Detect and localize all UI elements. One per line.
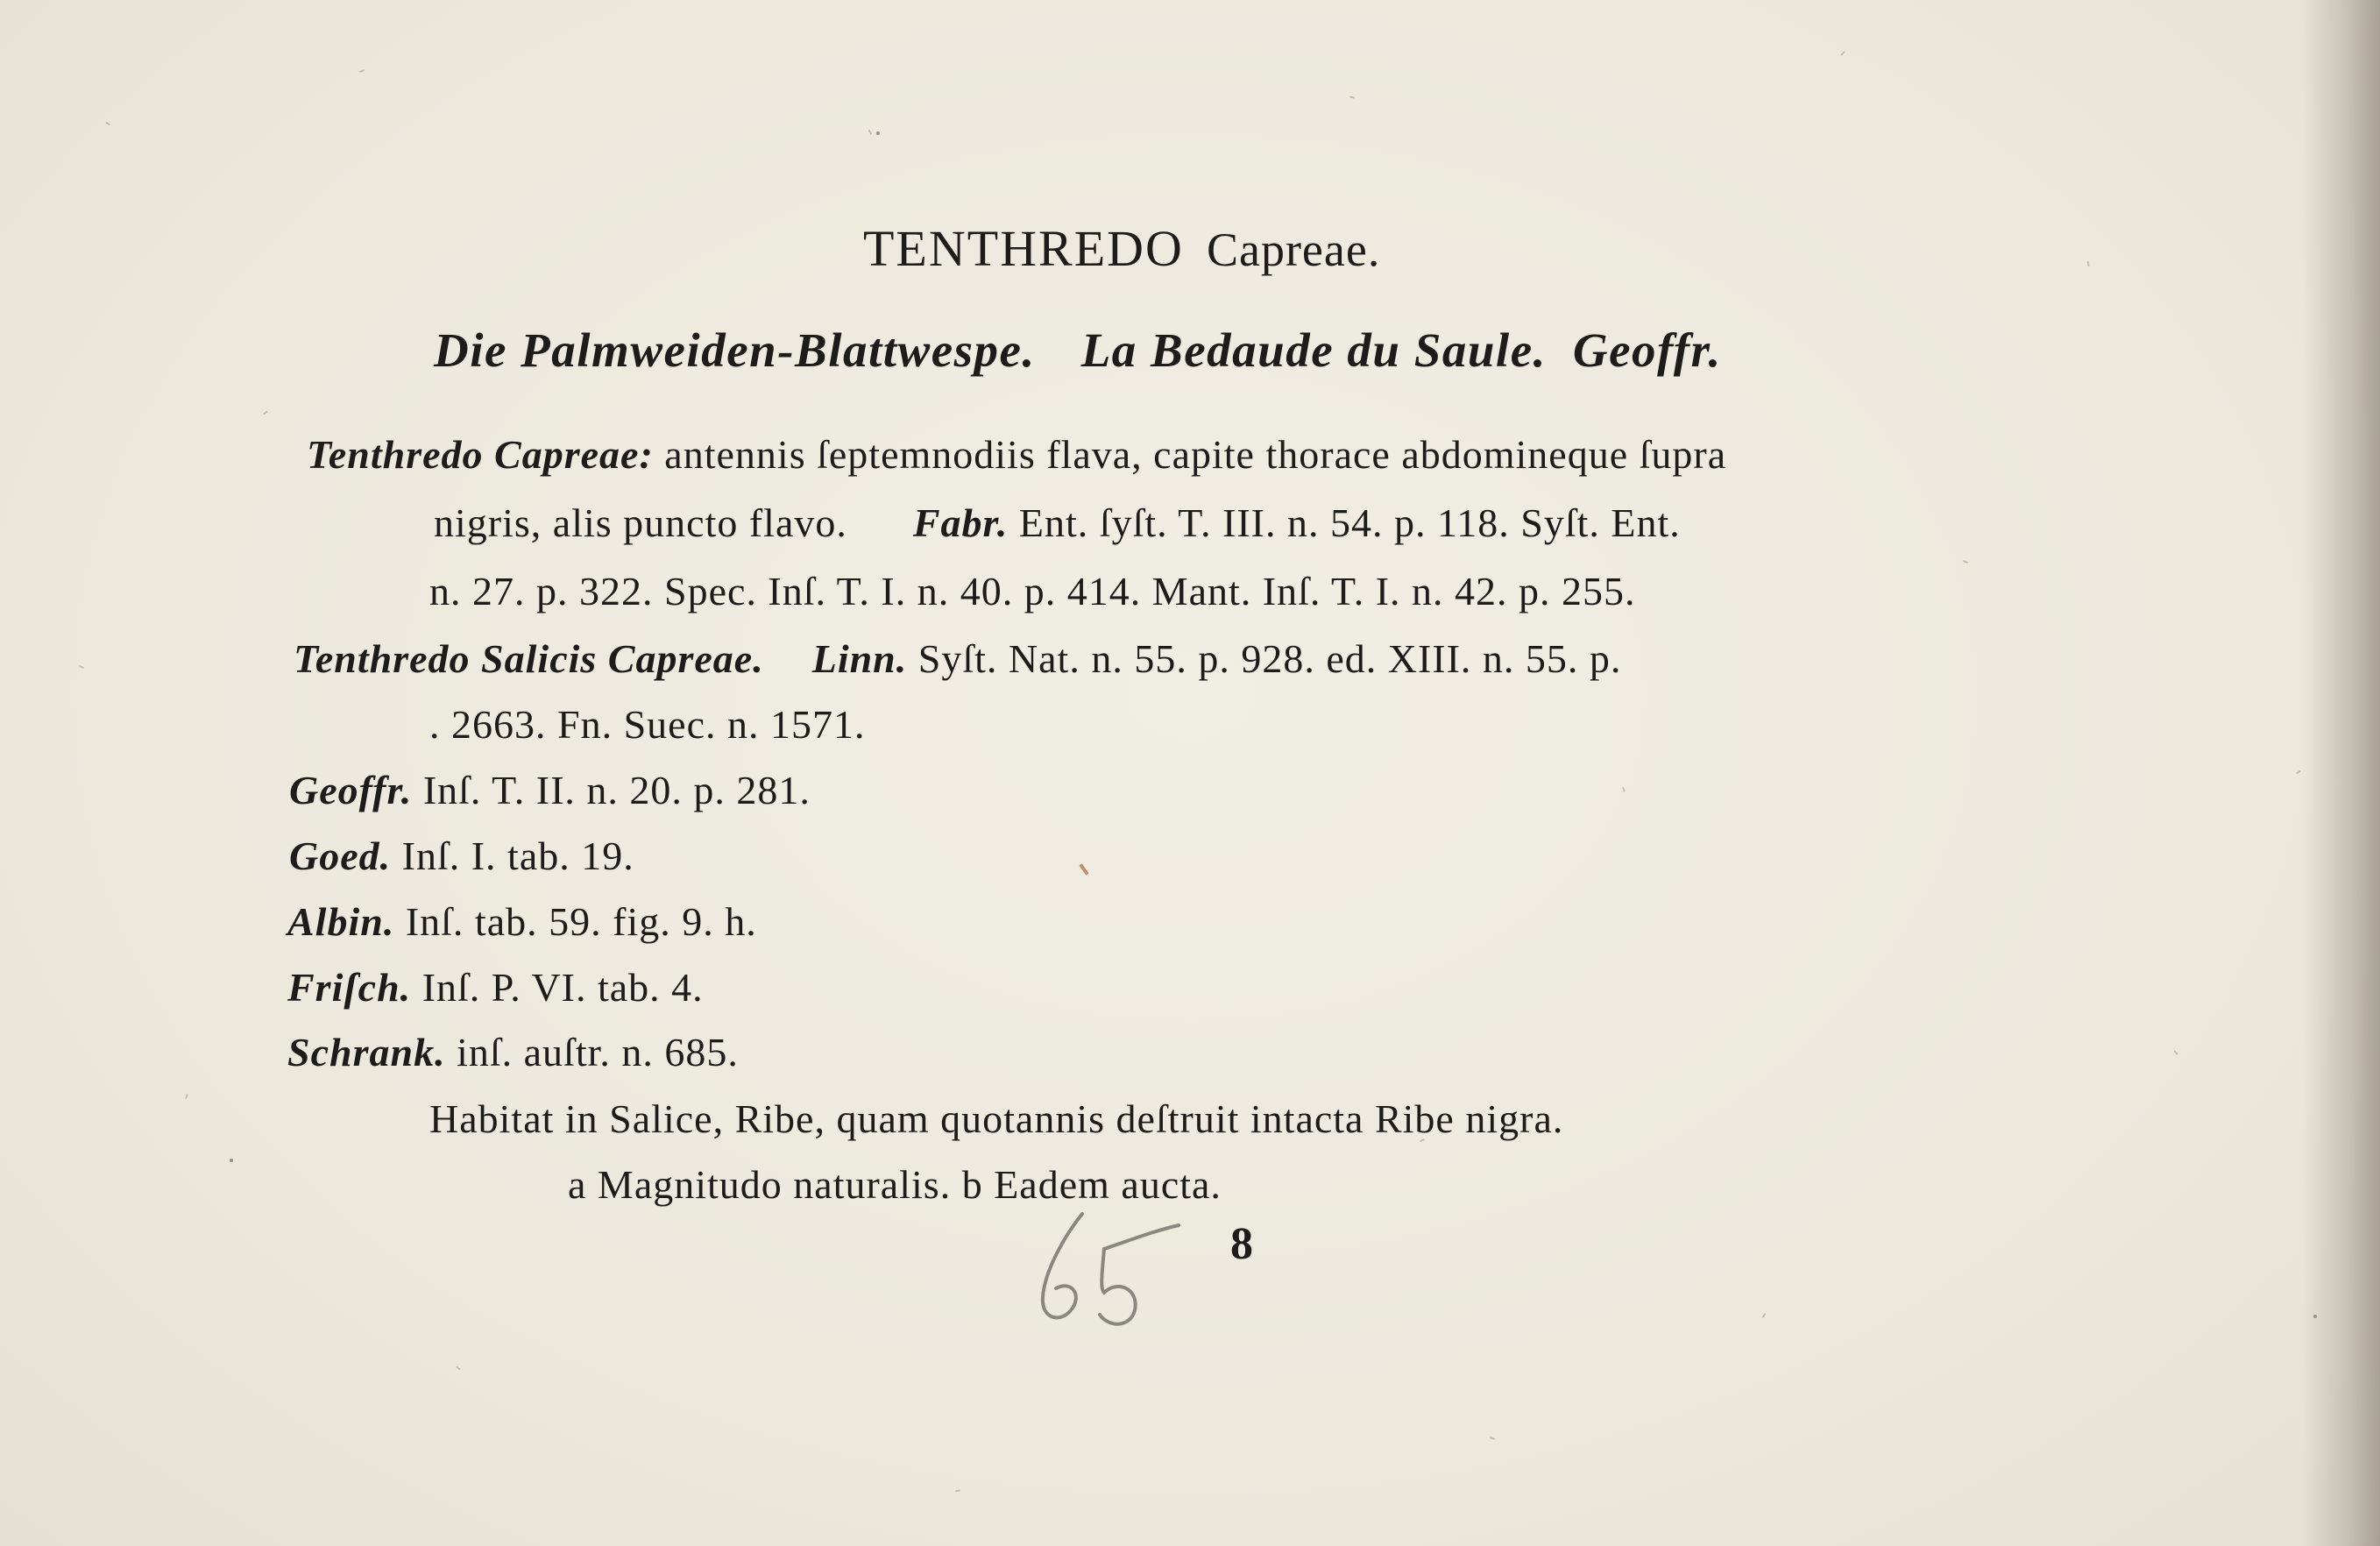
entry-text: Inſ. I. tab. 19. — [401, 833, 634, 878]
entry-text: Syſt. Nat. n. 55. p. 928. ed. XIII. n. 55. p. — [917, 636, 1622, 681]
entry-text: Inſ. T. II. n. 20. p. 281. — [422, 768, 811, 812]
entry-line — [289, 767, 811, 813]
entry-label: Geoffr. — [289, 768, 413, 812]
entry-label: Friſch. — [287, 965, 412, 1010]
entry-line — [289, 833, 634, 879]
entry-line — [434, 500, 1681, 546]
entry-text: Ent. ſyſt. T. III. n. 54. p. 118. Syſt. Ent. — [1018, 500, 1681, 545]
entry-label: Albin. — [287, 899, 395, 944]
entry-label: Linn. — [811, 636, 908, 681]
entry-line — [287, 964, 704, 1011]
entry-line — [287, 1029, 739, 1075]
entry-text: inſ. auſtr. n. 685. — [457, 1030, 739, 1074]
entry-label: Fabr. — [912, 500, 1009, 545]
page-edge-shadow — [2301, 0, 2380, 1546]
entry-text: Inſ. P. VI. tab. 4. — [421, 965, 704, 1010]
title-genus: TENTHREDO — [863, 220, 1184, 277]
entry-text: n. 27. p. 322. Spec. Inſ. T. I. n. 40. p. 414. Mant. Inſ. T. I. n. 42. p. 255. — [429, 569, 1636, 613]
figure-legend: a Magnitudo naturalis. b Eadem aucta. — [568, 1162, 1222, 1207]
entry-line — [429, 568, 1636, 614]
entry-label: Tenthredo Salicis Capreae. — [294, 636, 764, 681]
entry-label: Tenthredo Capreae: — [307, 432, 654, 477]
entry-line — [429, 701, 866, 748]
entry-text: nigris, alis puncto flavo. — [434, 500, 847, 545]
handwritten-number-65 — [1034, 1201, 1192, 1332]
entry-text: . 2663. Fn. Suec. n. 1571. — [429, 702, 866, 747]
subtitle-authority: Geoffr. — [1572, 323, 1722, 377]
entry-line — [307, 431, 1726, 478]
page-number: 8 — [1230, 1219, 1253, 1269]
title-species: Capreae. — [1206, 223, 1381, 276]
habitat-text: Habitat in Salice, Ribe, quam quotannis deſtruit intacta Ribe nigra. — [429, 1096, 1564, 1141]
entry-text: antennis ſeptemnodiis flava, capite thorace abdomineque ſupra — [664, 432, 1727, 477]
entry-label: Schrank. — [287, 1030, 446, 1074]
entry-label: Goed. — [289, 833, 392, 878]
entry-text: Inſ. tab. 59. fig. 9. h. — [405, 899, 757, 944]
subtitle-german: Die Palmweiden-Blattwespe. — [434, 323, 1036, 377]
entry-line — [287, 898, 757, 945]
page-subtitle — [434, 323, 1985, 378]
entry-line — [294, 635, 1621, 682]
page-title — [863, 219, 1503, 278]
subtitle-french: La Bedaude du Saule. — [1080, 323, 1547, 377]
